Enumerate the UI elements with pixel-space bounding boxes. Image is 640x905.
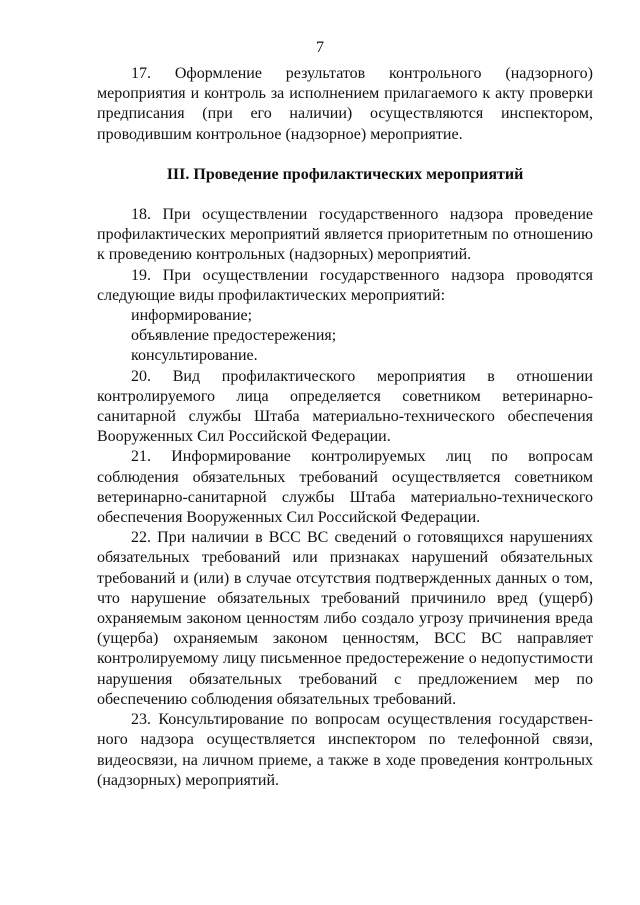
paragraph-22: 22. При наличии в ВСС ВС сведений о готовящихся нарушениях обязательных требований или признаках нарушений обязательных требований и (или) в случае отсутствия подтвержденных данных о том, что нарушение обязательных требований причинило вред (ущерб) охраняемым законом ценностям либо создало угрозу причинения вреда (ущерба) охраняемым законом ценностям, ВСС ВС направляет контролируемому лицу письменное предостережение о недопустимости нарушения обязательных требований с предложением мер по обеспечению соблюдения обязательных требований. (97, 529, 593, 708)
section-heading: III. Проведение профилактических мероприятий (166, 165, 524, 183)
page-number: 7 (316, 39, 324, 56)
paragraph-20: 20. Вид профилактического мероприятия в отношении контролируемого лица определяется советником ветеринарно-санитарной службы Штаба материально-технического обеспечения Вооруженных Сил Российской Федерации. (97, 367, 593, 446)
paragraph-19: 19. При осуществлении государственного надзора проводятся следующие виды профилактических мероприятий: (97, 266, 593, 304)
paragraph-18: 18. При осуществлении государственного надзора проведение профилактических мероприятий является приоритетным по отношению к проведению контрольных (надзорных) мероприятий. (97, 206, 593, 264)
paragraph-17: 17. Оформление результатов контрольного (надзорного) мероприятия и контроль за исполнением прилагаемого к акту проверки предписания (при его наличии) осуществляются инспектором, проводившим контрольное (надзорное) мероприятие. (97, 65, 593, 143)
paragraph-21: 21. Информирование контролируемых лиц по вопросам соблюдения обязательных требований осуществляется советником ветеринарно-санитарной службы Штаба материально-технического обеспечения Вооруженных Сил Российской Федерации. (97, 448, 593, 527)
paragraph-23: 23. Консультирование по вопросам осуществления государствен-ного надзора осуществляется инспектором по телефонной связи, видеосвязи, на личном приеме, а также в ходе проведения контрольных (надзорных) мероприятий. (97, 711, 593, 789)
list-item-informing: информирование; (131, 307, 253, 325)
list-item-consulting: консультирование. (131, 347, 258, 365)
list-item-warning: объявление предостережения; (131, 327, 337, 345)
document-body (97, 64, 593, 791)
